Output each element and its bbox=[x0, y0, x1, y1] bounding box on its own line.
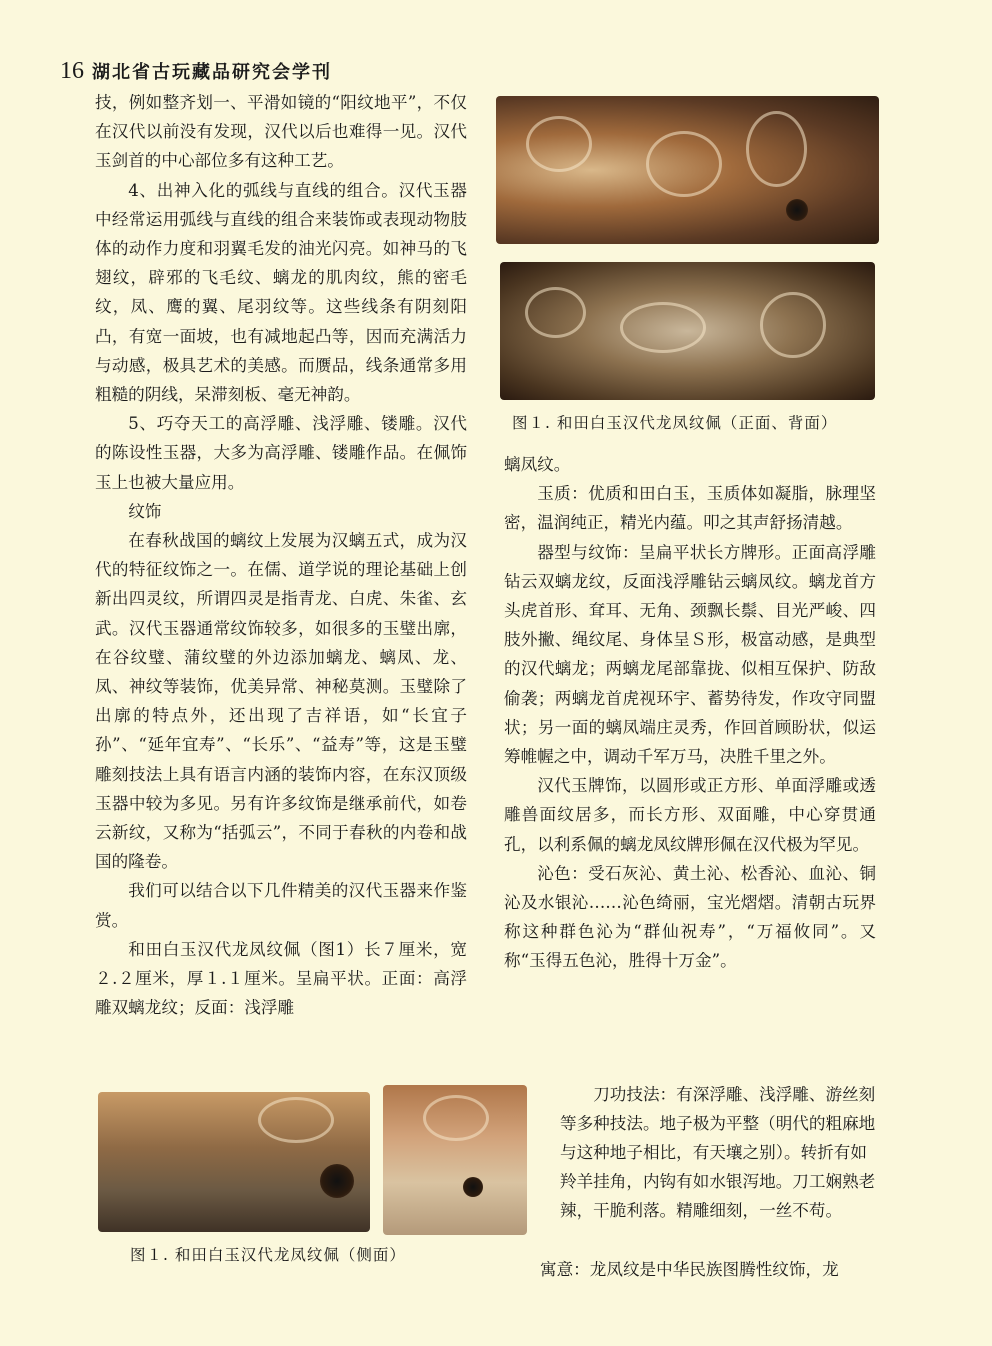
page-number: 16 bbox=[60, 58, 84, 84]
paragraph: 5、巧夺天工的高浮雕、浅浮雕、镂雕。汉代的陈设性玉器，大多为高浮雕、镂雕作品。在佩饰玉上也被大量应用。 bbox=[95, 414, 467, 492]
paragraph: 4、出神入化的弧线与直线的组合。汉代玉器中经常运用弧线与直线的组合来装饰或表现动物肢体的动作力度和羽翼毛发的油光闪亮。如神马的飞翅纹，辟邪的飞毛纹、螭龙的肌肉纹，熊的密毛纹，凤、鹰的翼、尾羽纹等。这些线条有阴刻阳凸，有宽一面坡，也有减地起凸等，因而充满活力与动感，极具艺术的美感。而赝品，线条通常多用粗糙的阴线，呆滞刻板、毫无神韵。 bbox=[95, 180, 467, 405]
paragraph: 螭凤纹。 bbox=[504, 455, 571, 474]
right-column bbox=[504, 450, 876, 976]
paragraph: 和田白玉汉代龙凤纹佩（图1）长７厘米，宽２.２厘米，厚１.１厘米。呈扁平状。正面：高浮雕双螭龙纹；反面：浅浮雕 bbox=[95, 939, 467, 1018]
paragraph: 寓意：龙凤纹是中华民族图腾性纹饰，龙 bbox=[540, 1259, 839, 1279]
right-column-last bbox=[540, 1238, 876, 1300]
jade-pendant-front-photo bbox=[496, 96, 879, 244]
paragraph: 技，例如整齐划一、平滑如镜的“阳纹地平”，不仅在汉代以前没有发现，汉代以后也难得一见。汉代玉剑首的中心部位多有这种工艺。 bbox=[95, 93, 467, 171]
figure-caption: 图１. 和田白玉汉代龙凤纹佩（侧面） bbox=[130, 1246, 406, 1264]
jade-pendant-back-photo bbox=[500, 262, 875, 400]
figure-caption: 图１. 和田白玉汉代龙凤纹佩（正面、背面） bbox=[512, 414, 838, 432]
paragraph: 我们可以结合以下几件精美的汉代玉器来作鉴赏。 bbox=[95, 881, 467, 930]
paragraph: 玉质：优质和田白玉，玉质体如凝脂，脉理坚密，温润纯正，精光内蕴。叩之其声舒扬清越。 bbox=[504, 484, 876, 533]
journal-title: 湖北省古玩藏品研究会学刊 bbox=[92, 62, 332, 83]
paragraph: 沁色：受石灰沁、黄土沁、松香沁、血沁、铜沁及水银沁……沁色绮丽，宝光熠熠。清朝古玩界称这种群色沁为“群仙祝寿”，“万福攸同”。又称“玉得五色沁，胜得十万金”。 bbox=[504, 863, 876, 971]
right-column-wrapped bbox=[560, 1063, 876, 1242]
paragraph: 汉代玉牌饰，以圆形或正方形、单面浮雕或透雕兽面纹居多，而长方形、双面雕，中心穿贯通孔，以利系佩的螭龙凤纹牌形佩在汉代极为罕见。 bbox=[504, 776, 876, 854]
paragraph: 在春秋战国的螭纹上发展为汉螭五式，成为汉代的特征纹饰之一。在儒、道学说的理论基础上创新出四灵纹，所谓四灵是指青龙、白虎、朱雀、玄武。汉代玉器通常纹饰较多，如很多的玉璧出廓，在谷纹璧、蒲纹璧的外边添加螭龙、螭凤、龙、凤、神纹等装饰，优美异常、神秘莫测。玉璧除了出廓的特点外，还出现了吉祥语，如“长宜子孙”、“延年宜寿”、“长乐”、“益寿”等，这是玉璧雕刻技法上具有语言内涵的装饰内容，在东汉顶级玉器中较为多见。另有许多纹饰是继承前代，如卷云新纹，又称为“括弧云”，不同于春秋的内卷和战国的隆卷。 bbox=[95, 531, 467, 872]
left-column bbox=[95, 88, 467, 1023]
section-heading: 纹饰 bbox=[128, 501, 162, 521]
paragraph: 器型与纹饰：呈扁平状长方牌形。正面高浮雕钻云双螭龙纹，反面浅浮雕钻云螭凤纹。螭龙首方头虎首形、耷耳、无角、颈飘长鬃、目光严峻、四肢外撇、绳纹尾、身体呈Ｓ形，极富动感，是典型的汉代螭龙；两螭龙尾部靠拢、似相互保护、防敌偷袭；两螭龙首虎视环宇、蓄势待发，作攻守同盟状；另一面的螭凤端庄灵秀，作回首顾盼状，似运筹帷幄之中，调动千军万马，决胜千里之外。 bbox=[504, 542, 876, 767]
jade-pendant-side-photo bbox=[98, 1092, 370, 1232]
paragraph: 刀功技法：有深浮雕、浅浮雕、游丝刻等多种技法。地子极为平整（明代的粗麻地与这种地子相比，有天壤之别）。转折有如羚羊挂角，内钩有如水银泻地。刀工娴熟老辣，干脆利落。精雕细刻，一丝不苟。 bbox=[560, 1084, 876, 1221]
page-header bbox=[60, 58, 332, 85]
jade-pendant-side-photo-2 bbox=[383, 1085, 527, 1235]
